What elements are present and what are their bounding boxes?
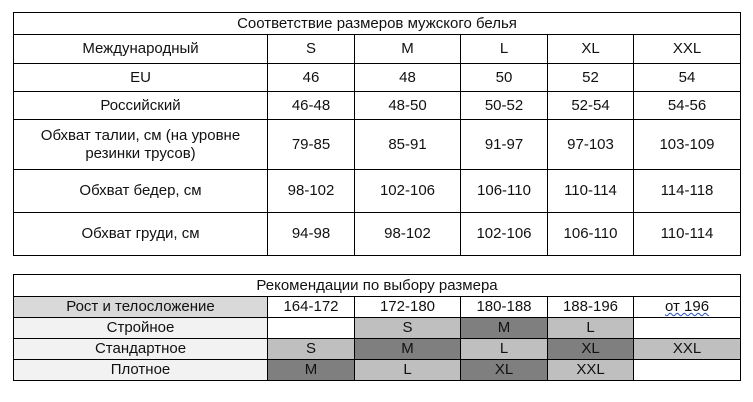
recommendation-table-title: Рекомендации по выбору размера (14, 275, 741, 297)
cell: 102-106 (461, 213, 548, 256)
cell: 52 (548, 64, 634, 92)
spellcheck-underline: от 196 (664, 298, 710, 315)
cell: S (355, 318, 461, 339)
cell: 52-54 (548, 92, 634, 120)
cell: 94-98 (268, 213, 355, 256)
cell: M (355, 35, 461, 64)
cell: 85-91 (355, 120, 461, 170)
cell: XL (461, 360, 548, 381)
table-row (14, 35, 741, 64)
table-row (14, 297, 741, 318)
cell (634, 318, 741, 339)
table-row (14, 213, 741, 256)
cell: 50-52 (461, 92, 548, 120)
height-header: 172-180 (355, 297, 461, 318)
cell: 50 (461, 64, 548, 92)
cell: M (461, 318, 548, 339)
cell: 97-103 (548, 120, 634, 170)
size-recommendation-table (13, 274, 741, 381)
table-row (14, 360, 741, 381)
cell: 110-114 (634, 213, 741, 256)
cell: 114-118 (634, 170, 741, 213)
cell: S (268, 339, 355, 360)
cell: XL (548, 35, 634, 64)
height-header: 164-172 (268, 297, 355, 318)
cell: 102-106 (355, 170, 461, 213)
cell: 106-110 (548, 213, 634, 256)
cell: M (355, 339, 461, 360)
cell: 48-50 (355, 92, 461, 120)
table-row (14, 339, 741, 360)
row-label: Обхват бедер, см (14, 170, 268, 213)
row-label: Обхват талии, см (на уровне резинки трусов) (14, 120, 268, 170)
cell: XXL (634, 35, 741, 64)
table-row (14, 92, 741, 120)
cell: 103-109 (634, 120, 741, 170)
size-correspondence-table (13, 12, 741, 256)
cell: 46 (268, 64, 355, 92)
cell: 54-56 (634, 92, 741, 120)
cell: L (461, 339, 548, 360)
cell: M (268, 360, 355, 381)
height-header: 188-196 (548, 297, 634, 318)
row-label: Обхват груди, см (14, 213, 268, 256)
table-row (14, 170, 741, 213)
row-label: Международный (14, 35, 268, 64)
row-label: Стройное (14, 318, 268, 339)
table-row (14, 120, 741, 170)
size-table-title: Соответствие размеров мужского белья (14, 13, 741, 35)
cell: S (268, 35, 355, 64)
row-label: EU (14, 64, 268, 92)
cell: 48 (355, 64, 461, 92)
cell: L (461, 35, 548, 64)
cell: 54 (634, 64, 741, 92)
height-header: 180-188 (461, 297, 548, 318)
cell: 46-48 (268, 92, 355, 120)
row-label: Рост и телосложение (14, 297, 268, 318)
cell: L (355, 360, 461, 381)
row-label: Плотное (14, 360, 268, 381)
cell: XL (548, 339, 634, 360)
height-header (634, 297, 741, 318)
cell: 98-102 (268, 170, 355, 213)
row-label: Стандартное (14, 339, 268, 360)
cell: 106-110 (461, 170, 548, 213)
cell: 79-85 (268, 120, 355, 170)
row-label: Российский (14, 92, 268, 120)
table-row (14, 318, 741, 339)
table-row (14, 64, 741, 92)
cell (268, 318, 355, 339)
cell: 98-102 (355, 213, 461, 256)
cell (634, 360, 741, 381)
cell: 91-97 (461, 120, 548, 170)
cell: XXL (634, 339, 741, 360)
cell: 110-114 (548, 170, 634, 213)
cell: XXL (548, 360, 634, 381)
cell: L (548, 318, 634, 339)
